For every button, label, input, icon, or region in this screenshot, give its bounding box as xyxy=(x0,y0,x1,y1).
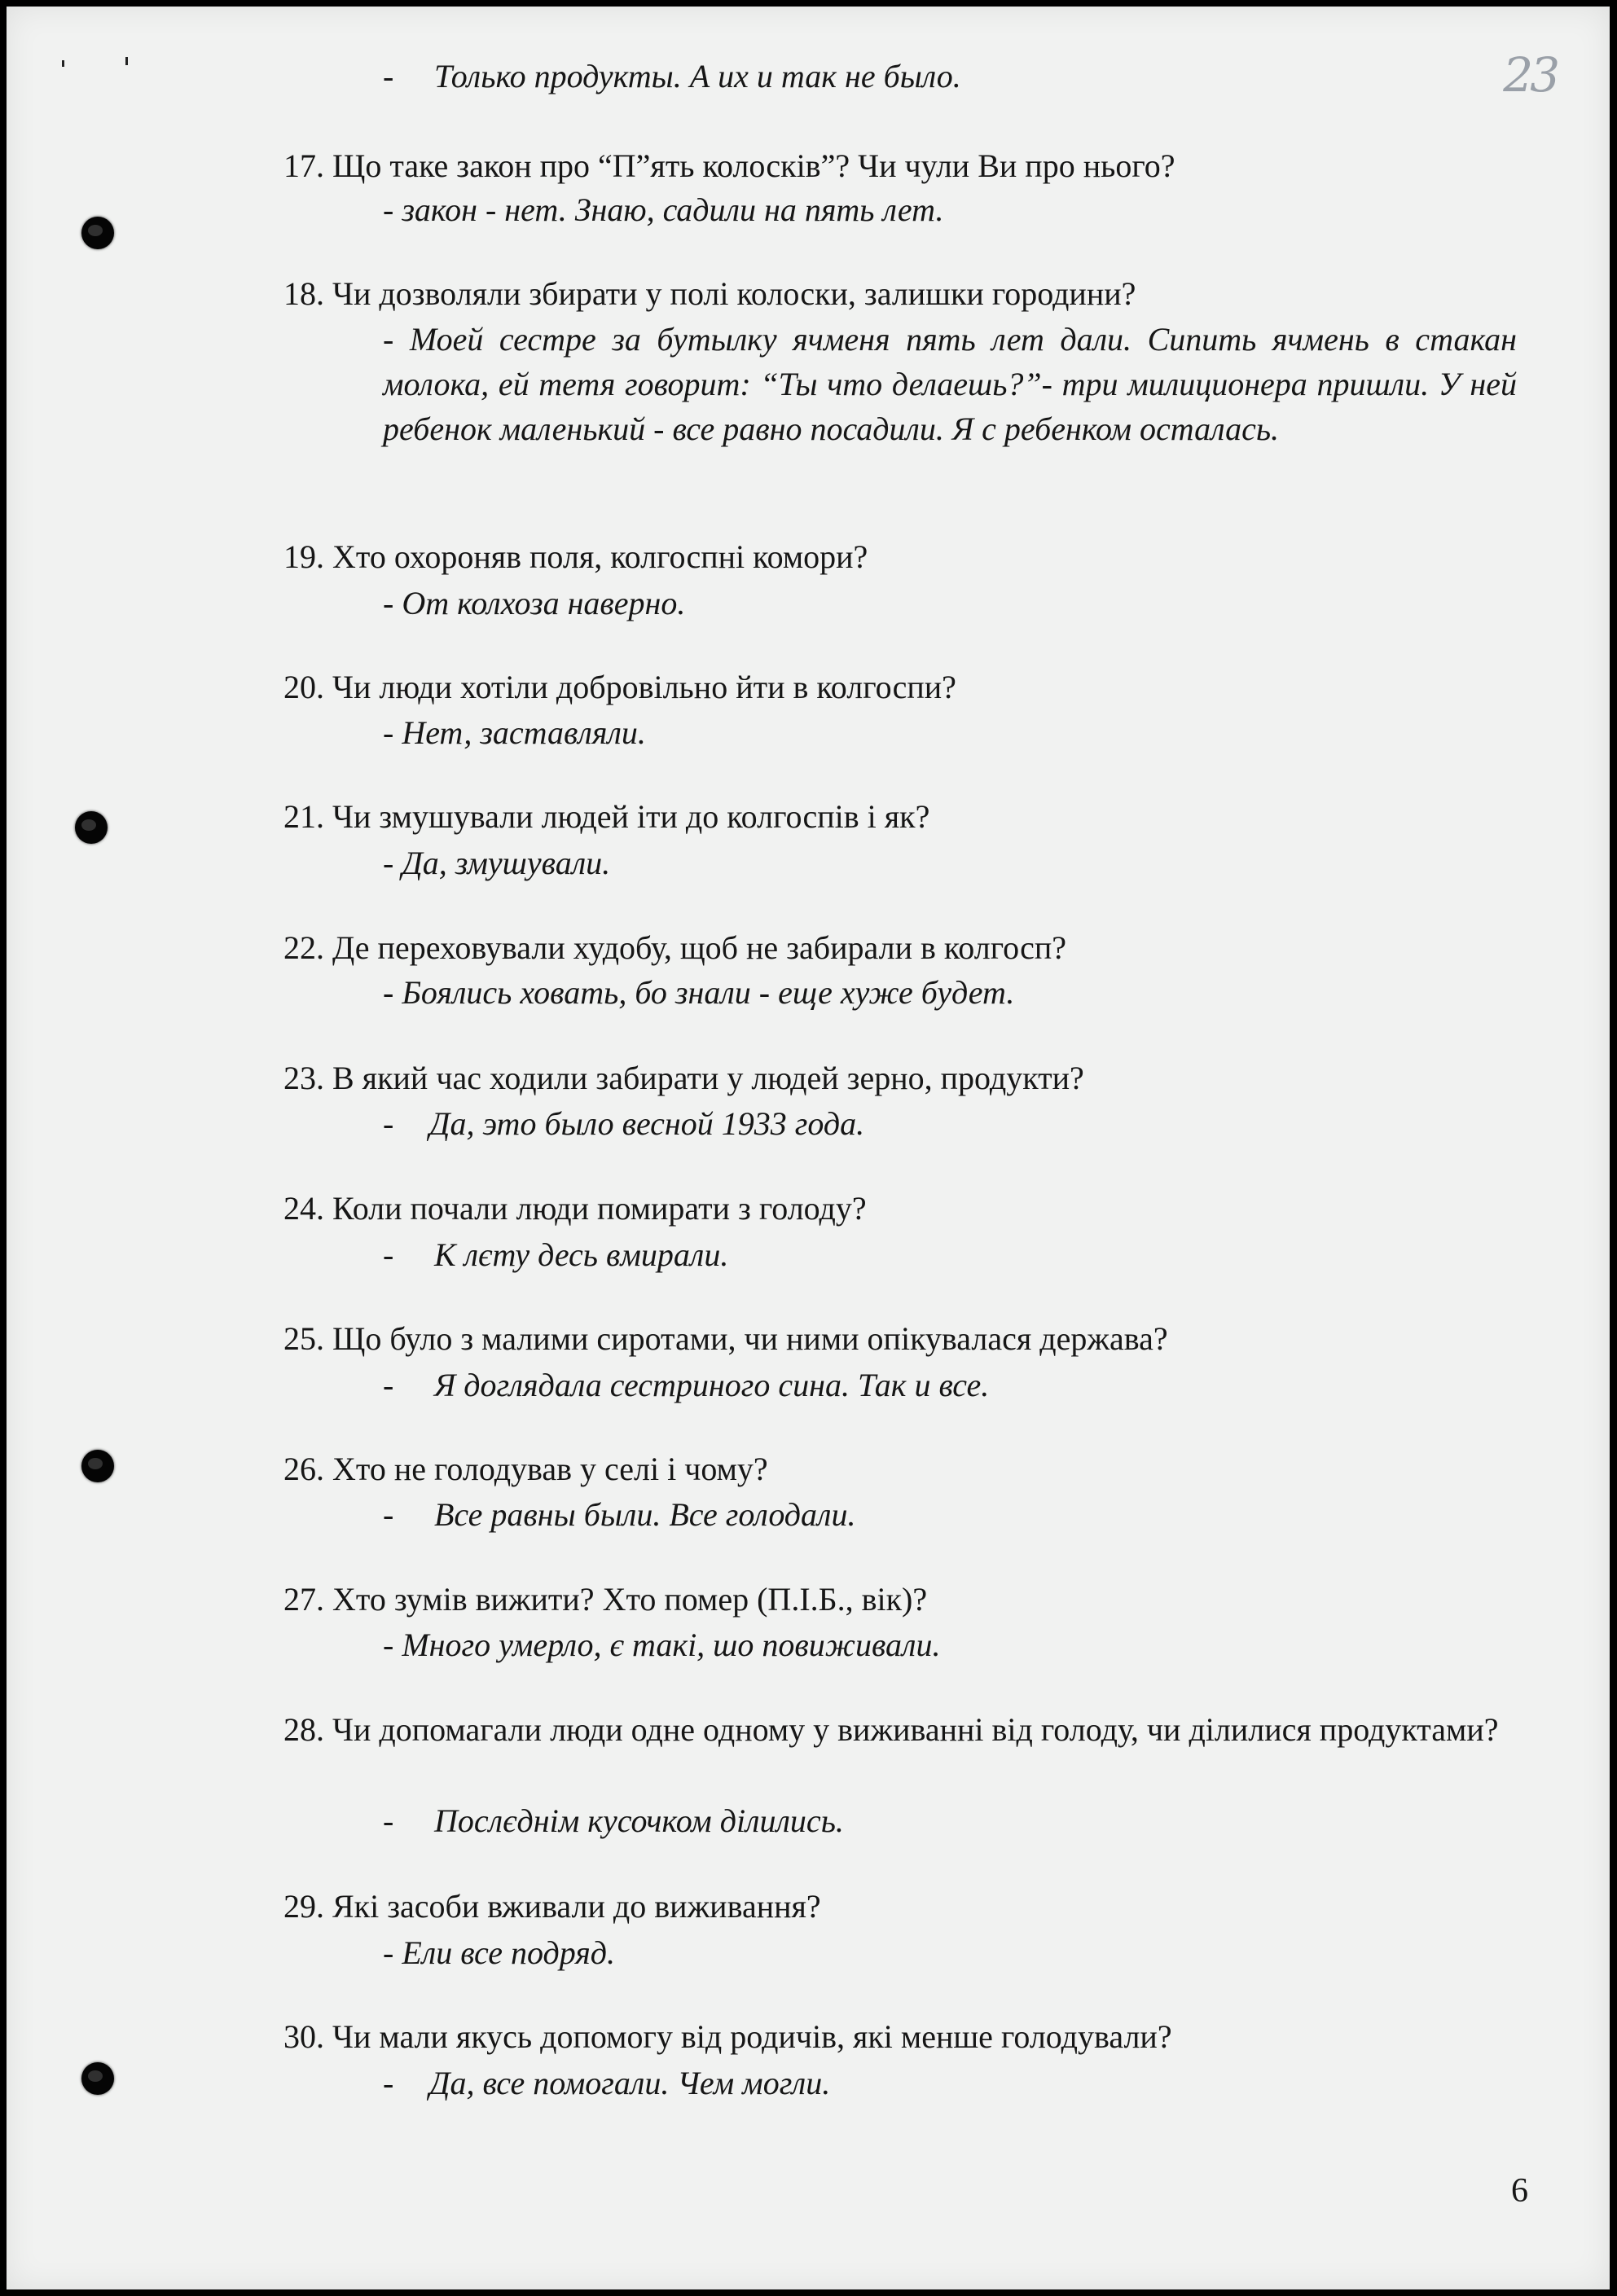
answer-29: - Ели все подряд. xyxy=(383,1934,616,1971)
answer-28: Послєднім кусочком ділились. xyxy=(434,1802,844,1839)
answer-21: - Да, змушували. xyxy=(383,845,611,881)
answer-dash: - xyxy=(383,2065,394,2101)
answer-24: К лєту десь вмирали. xyxy=(434,1236,729,1273)
answer-25: Я доглядала сестриного сина. Так и все. xyxy=(434,1367,990,1403)
punch-hole xyxy=(81,1450,114,1482)
question-23: 23. В який час ходили забирати у людей зерно, продукти? xyxy=(283,1060,1084,1096)
answer-dash: - xyxy=(383,58,394,94)
question-19: 19. Хто охороняв поля, колгоспні комори? xyxy=(283,538,868,575)
punch-hole xyxy=(81,217,114,249)
question-27: 27. Хто зумів вижити? Хто помер (П.І.Б., вік)? xyxy=(283,1581,928,1618)
answer-dash: - xyxy=(383,1105,394,1142)
answer-dash: - xyxy=(383,1367,394,1403)
answer-dash: - xyxy=(383,1496,394,1533)
question-24: 24. Коли почали люди помирати з голоду? xyxy=(283,1190,867,1227)
handwritten-page-mark: 23 xyxy=(1503,47,1557,103)
answer-23: Да, это было весной 1933 года. xyxy=(429,1105,865,1142)
answer-19: - От колхоза наверно. xyxy=(383,585,686,621)
question-29: 29. Які засоби вживали до виживання? xyxy=(283,1888,821,1925)
question-22: 22. Де переховували худобу, щоб не забирали в колгосп? xyxy=(283,929,1067,966)
answer-dash: - xyxy=(383,1802,394,1839)
answer-20: - Нет, заставляли. xyxy=(383,714,646,751)
answer-17: - закон - нет. Знаю, садили на пять лет. xyxy=(383,191,944,228)
question-20: 20. Чи люди хотіли добровільно йти в колгоспи? xyxy=(283,669,956,705)
answer-22: - Боялись ховать, бо знали - еще хуже будет. xyxy=(383,974,1015,1011)
question-21: 21. Чи змушували людей іти до колгоспів і як? xyxy=(283,798,930,835)
punch-hole xyxy=(75,811,108,844)
question-18: 18. Чи дозволяли збирати у полі колоски, залишки городини? xyxy=(283,275,1136,312)
document-page xyxy=(7,7,1610,2289)
question-25: 25. Що було з малими сиротами, чи ними опікувалася держава? xyxy=(283,1320,1168,1357)
question-17: 17. Що таке закон про “П”ять колосків”? Чи чули Ви про нього? xyxy=(283,147,1175,184)
answer-27: - Много умерло, є такі, шо повиживали. xyxy=(383,1627,941,1663)
answer-26: Все равны были. Все голодали. xyxy=(434,1496,856,1533)
punch-hole xyxy=(81,2062,114,2095)
question-28: 28. Чи допомагали люди одне одному у виживанні від голоду, чи ділилися продуктами? xyxy=(283,1711,1499,1748)
answer-text: Только продукты. А их и так не было. xyxy=(434,58,961,94)
question-26: 26. Хто не голодував у селі і чому? xyxy=(283,1451,768,1487)
answer-30: Да, все помогали. Чем могли. xyxy=(429,2065,831,2101)
scan-mark xyxy=(125,57,128,65)
question-30: 30. Чи мали якусь допомогу від родичів, які менше голодували? xyxy=(283,2018,1172,2055)
answer-18: - Моей сестре за бутылку ячменя пять лет дали. Сипить ячмень в стакан молока, ей тетя говорит: “Ты что делаешь?”- три милиционера пришли. У ней ребенок маленький - все равно посадили. Я с ребенком осталась. xyxy=(383,321,1517,447)
scan-mark xyxy=(62,60,64,67)
page-number: 6 xyxy=(1511,2172,1528,2210)
answer-dash: - xyxy=(383,1236,394,1273)
